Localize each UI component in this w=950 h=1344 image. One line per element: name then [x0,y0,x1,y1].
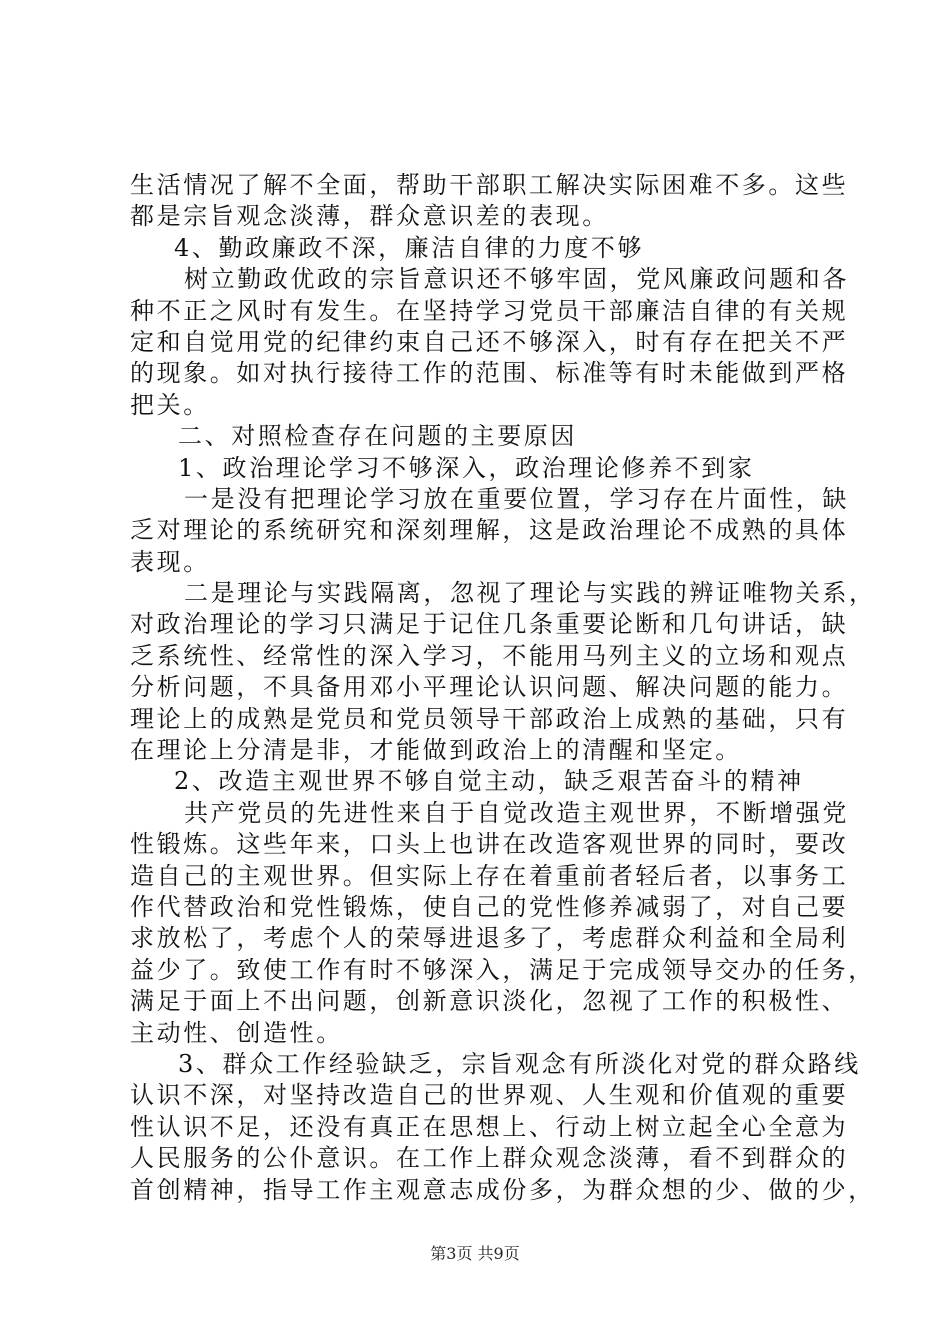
body-text-line: 人民服务的公仆意识。在工作上群众观念淡薄，看不到群众的 [130,1144,849,1173]
body-text-line: 表现。 [130,547,210,576]
page-footer: 第3页 共9页 [430,1244,520,1263]
body-text-line: 满足于面上不出问题，创新意识淡化，忽视了工作的积极性、 [130,987,849,1016]
body-text-line: 首创精神，指导工作主观意志成份多，为群众想的少、做的少， [130,1175,875,1204]
body-text-line: 分析问题，不具备用邓小平理论认识问题、解决问题的能力。 [130,673,849,702]
body-text-line: 在理论上分清是非，才能做到政治上的清醒和坚定。 [130,736,742,765]
body-text-line: 认识不深，对坚持改造自己的世界观、人生观和价值观的重要 [130,1081,849,1110]
body-text-line: 都是宗旨观念淡薄，群众意识差的表现。 [130,202,609,231]
body-text-line: 理论上的成熟是党员和党员领导干部政治上成熟的基础，只有 [130,704,849,733]
body-text-line: 造自己的主观世界。但实际上存在着重前者轻后者，以事务工 [130,861,849,890]
body-text-line: 一是没有把理论学习放在重要位置，学习存在片面性，缺 [184,484,849,513]
body-text-line: 乏对理论的系统研究和深刻理解，这是政治理论不成熟的具体 [130,516,849,545]
body-text-line: 生活情况了解不全面，帮助干部职工解决实际困难不多。这些 [130,171,849,199]
body-text-line: 二是理论与实践隔离，忽视了理论与实践的辨证唯物关系， [184,579,876,608]
body-text-line: 4、勤政廉政不深，廉洁自律的力度不够 [174,233,645,262]
body-text-line: 性认识不足，还没有真正在思想上、行动上树立起全心全意为 [130,1112,849,1141]
body-text-line: 主动性、创造性。 [130,1018,343,1047]
body-text-line: 性锻炼。这些年来，口头上也讲在改造客观世界的同时，要改 [130,830,849,859]
body-text-line: 2、改造主观世界不够自觉主动，缺乏艰苦奋斗的精神 [174,767,804,796]
body-text-line: 定和自觉用党的纪律约束自己还不够深入，时有存在把关不严 [130,327,849,356]
document-body [130,170,876,1206]
body-text-line: 树立勤政优政的宗旨意识还不够牢固，党风廉政问题和各 [184,265,849,294]
body-text-line: 1、政治理论学习不够深入，政治理论修养不到家 [178,453,755,482]
body-text-line: 对政治理论的学习只满足于记住几条重要论断和几句讲话，缺 [130,610,849,639]
body-text-line: 求放松了，考虑个人的荣辱进退多了，考虑群众利益和全局利 [130,924,849,953]
body-text-line: 3、群众工作经验缺乏，宗旨观念有所淡化对党的群众路线 [178,1049,861,1078]
body-text-line: 益少了。致使工作有时不够深入，满足于完成领导交办的任务， [130,955,875,984]
body-text-line: 的现象。如对执行接待工作的范围、标准等有时未能做到严格 [130,359,849,388]
body-text-line: 种不正之风时有发生。在坚持学习党员干部廉洁自律的有关规 [130,296,849,325]
body-text-line: 二、对照检查存在问题的主要原因 [178,422,577,451]
body-text-line: 作代替政治和党性锻炼，使自己的党性修养减弱了，对自己要 [130,892,849,921]
body-text-line: 把关。 [130,390,210,419]
body-text-line: 共产党员的先进性来自于自觉改造主观世界，不断增强党 [184,798,849,827]
body-text-line: 乏系统性、经常性的深入学习，不能用马列主义的立场和观点 [130,641,849,670]
